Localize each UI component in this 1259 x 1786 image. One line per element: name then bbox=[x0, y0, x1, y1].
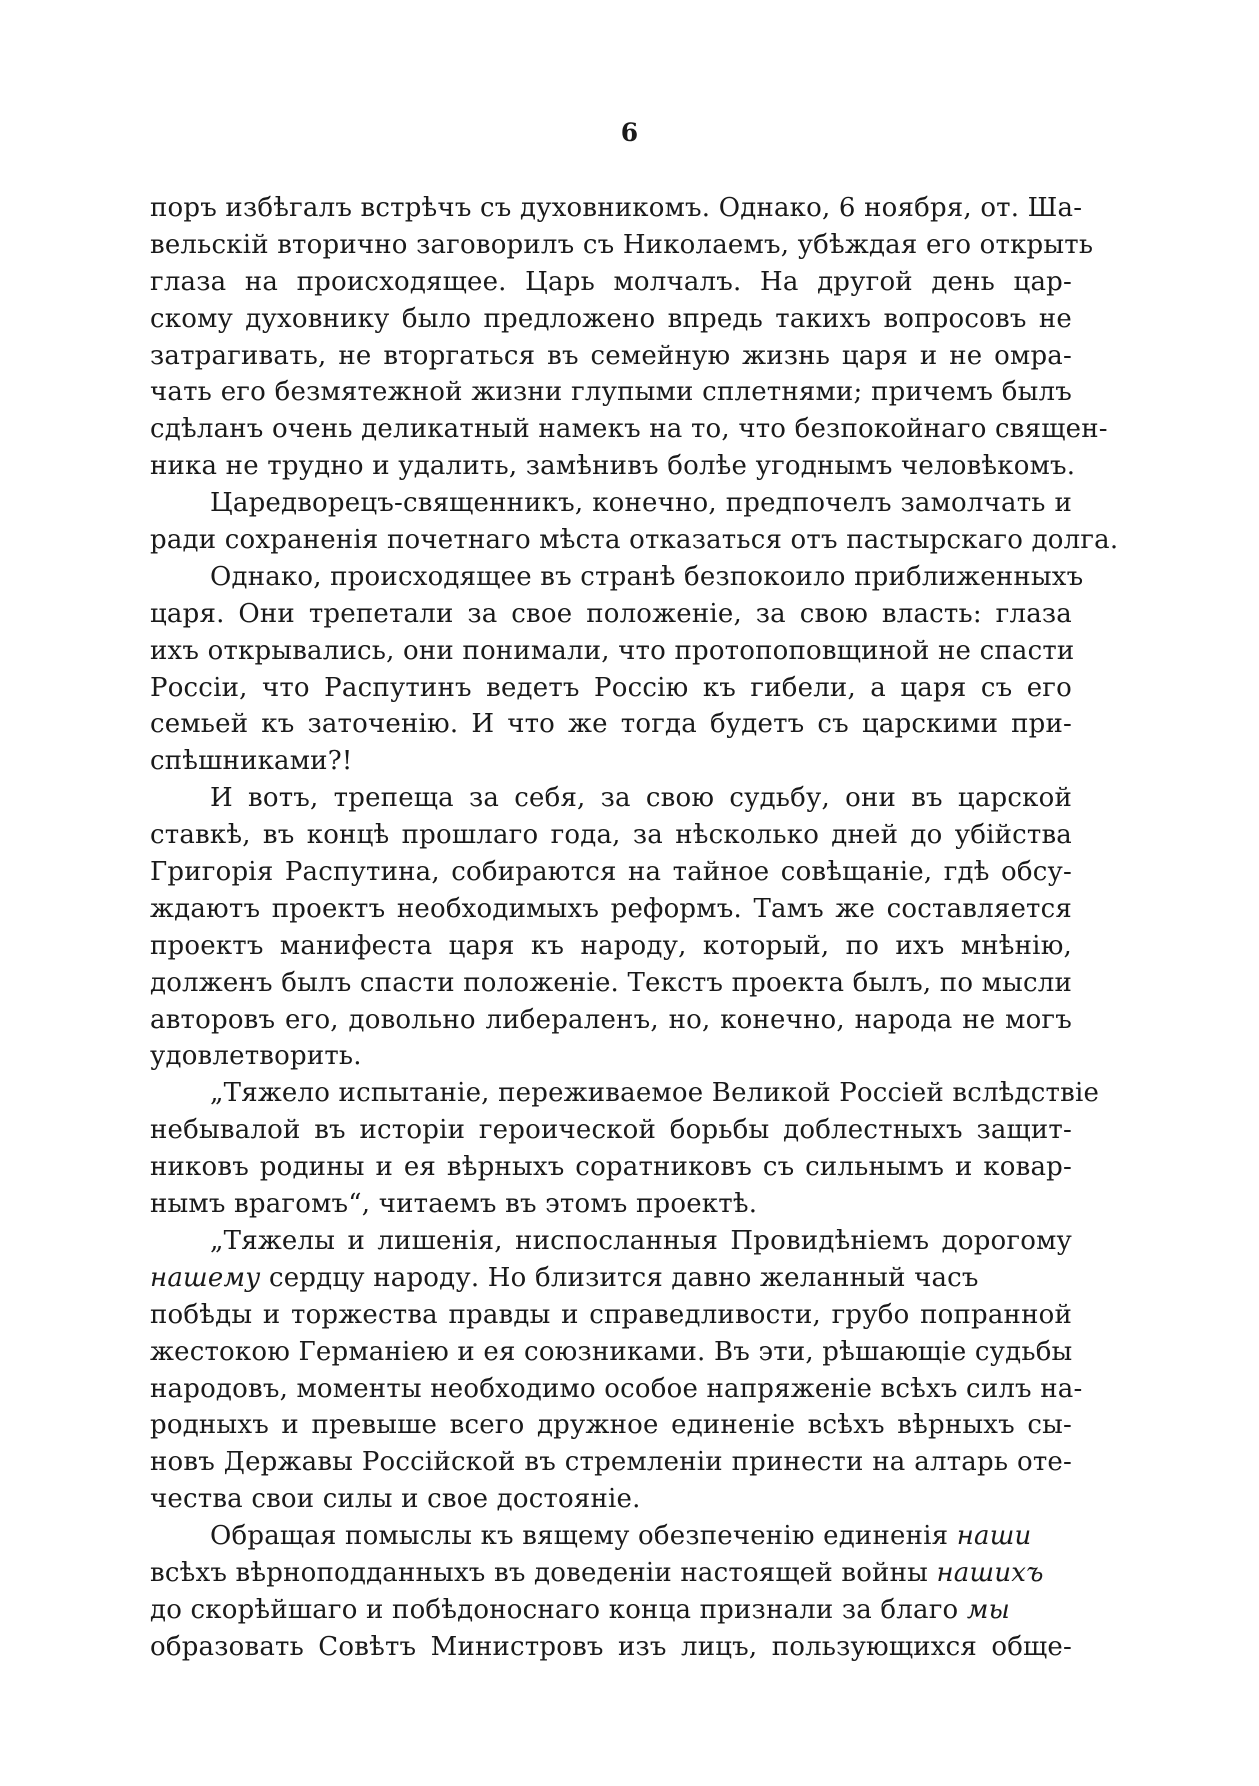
page-number: 6 bbox=[620, 118, 639, 147]
text-line: долженъ былъ спасти положеніе. Текстъ проекта былъ, по мысли bbox=[150, 967, 1072, 998]
text-line: Россіи, что Распутинъ ведетъ Россію къ гибели, а царя съ его bbox=[150, 672, 1072, 703]
text-line: ника не трудно и удалить, замѣнивъ болѣе угоднымъ человѣкомъ. bbox=[150, 451, 1076, 482]
text-line: проектъ манифеста царя къ народу, который, по ихъ мнѣнію, bbox=[150, 930, 1072, 961]
text-line: Царедворецъ-священникъ, конечно, предпочелъ замолчать и bbox=[210, 488, 1072, 519]
text-line: ставкѣ, въ концѣ прошлаго года, за нѣсколько дней до убійства bbox=[150, 820, 1072, 851]
text-line: побѣды и торжества правды и справедливости, грубо попранной bbox=[150, 1299, 1072, 1330]
text-line-with-italic bbox=[150, 1518, 1072, 1555]
italic-word: мы bbox=[966, 1594, 1010, 1625]
text-line-with-italic bbox=[150, 1555, 1072, 1592]
text-line: Григорія Распутина, собираются на тайное совѣщаніе, гдѣ обсу- bbox=[150, 857, 1072, 888]
text-line: удовлетворить. bbox=[150, 1041, 362, 1072]
text-line: новъ Державы Россійской въ стремленіи принести на алтарь оте- bbox=[150, 1447, 1072, 1478]
text-line: глаза на происходящее. Царь молчалъ. На другой день цар- bbox=[150, 266, 1072, 297]
text-line: спѣшниками?! bbox=[150, 746, 353, 777]
text-line: родныхъ и превыше всего дружное единеніе всѣхъ вѣрныхъ сы- bbox=[150, 1410, 1072, 1441]
text-line: чать его безмятежной жизни глупыми сплетнями; причемъ былъ bbox=[150, 377, 1072, 408]
text-line: вельскій вторично заговорилъ съ Николаемъ, убѣждая его открыть bbox=[150, 229, 1094, 260]
text-line: ихъ открывались, они понимали, что протопоповщиной не спасти bbox=[150, 635, 1075, 666]
text-line: И вотъ, трепеща за себя, за свою судьбу, они въ царской bbox=[210, 783, 1072, 814]
text-line: ждаютъ проектъ необходимыхъ реформъ. Тамъ же составляется bbox=[150, 893, 1072, 924]
text-line: никовъ родины и ея вѣрныхъ соратниковъ съ сильнымъ и ковар- bbox=[150, 1152, 1072, 1183]
text-line-rest: Обращая помыслы къ вящему обезпеченію единенія bbox=[210, 1521, 949, 1552]
text-line: образовать Совѣтъ Министровъ изъ лицъ, пользующихся обще- bbox=[150, 1631, 1072, 1662]
text-line: народовъ, моменты необходимо особое напряженіе всѣхъ силъ на- bbox=[150, 1373, 1083, 1404]
text-line: авторовъ его, довольно либераленъ, но, конечно, народа не могъ bbox=[150, 1004, 1072, 1035]
text-line: семьей къ заточенію. И что же тогда будетъ съ царскими при- bbox=[150, 709, 1072, 740]
text-line: царя. Они трепетали за свое положеніе, за свою власть: глаза bbox=[150, 598, 1072, 629]
text-line-with-italic bbox=[150, 1592, 1072, 1629]
italic-word: наши bbox=[956, 1521, 1032, 1552]
text-line: Однако, происходящее въ странѣ безпокоило приближенныхъ bbox=[210, 561, 1084, 592]
italic-word: нашихъ bbox=[936, 1557, 1044, 1588]
italic-word: нашему bbox=[150, 1262, 261, 1293]
text-line-rest: всѣхъ вѣрноподданныхъ въ доведеніи настоящей войны bbox=[150, 1557, 929, 1588]
text-line: жестокою Германіею и ея союзниками. Въ эти, рѣшающіе судьбы bbox=[150, 1336, 1073, 1367]
text-line: нымъ врагомъ“, читаемъ въ этомъ проектѣ. bbox=[150, 1189, 758, 1220]
text-line-with-italic bbox=[150, 1260, 1072, 1297]
text-line-rest: до скорѣйшаго и побѣдоноснаго конца признали за благо bbox=[150, 1594, 959, 1625]
text-line: поръ избѣгалъ встрѣчъ съ духовникомъ. Однако, 6 ноября, от. Ша- bbox=[150, 193, 1083, 223]
text-line: „Тяжело испытаніе, переживаемое Великой Россіей вслѣдствіе bbox=[210, 1078, 1100, 1109]
body-text bbox=[150, 190, 1119, 1666]
text-line: затрагивать, не вторгаться въ семейную жизнь царя и не омра- bbox=[150, 340, 1072, 371]
text-line: чества свои силы и свое достояніе. bbox=[150, 1484, 641, 1515]
text-line: небывалой въ исторіи героической борьбы доблестныхъ защит- bbox=[150, 1115, 1072, 1146]
text-line: скому духовнику было предложено впредь такихъ вопросовъ не bbox=[150, 303, 1072, 334]
text-line: ради сохраненія почетнаго мѣста отказаться отъ пастырскаго долга. bbox=[150, 525, 1119, 556]
text-line: „Тяжелы и лишенія, ниспосланныя Провидѣніемъ дорогому bbox=[210, 1225, 1072, 1256]
text-line: сдѣланъ очень деликатный намекъ на то, что безпокойнаго священ- bbox=[150, 414, 1108, 445]
text-line-rest: сердцу народу. Но близится давно желанный часъ bbox=[268, 1262, 979, 1293]
